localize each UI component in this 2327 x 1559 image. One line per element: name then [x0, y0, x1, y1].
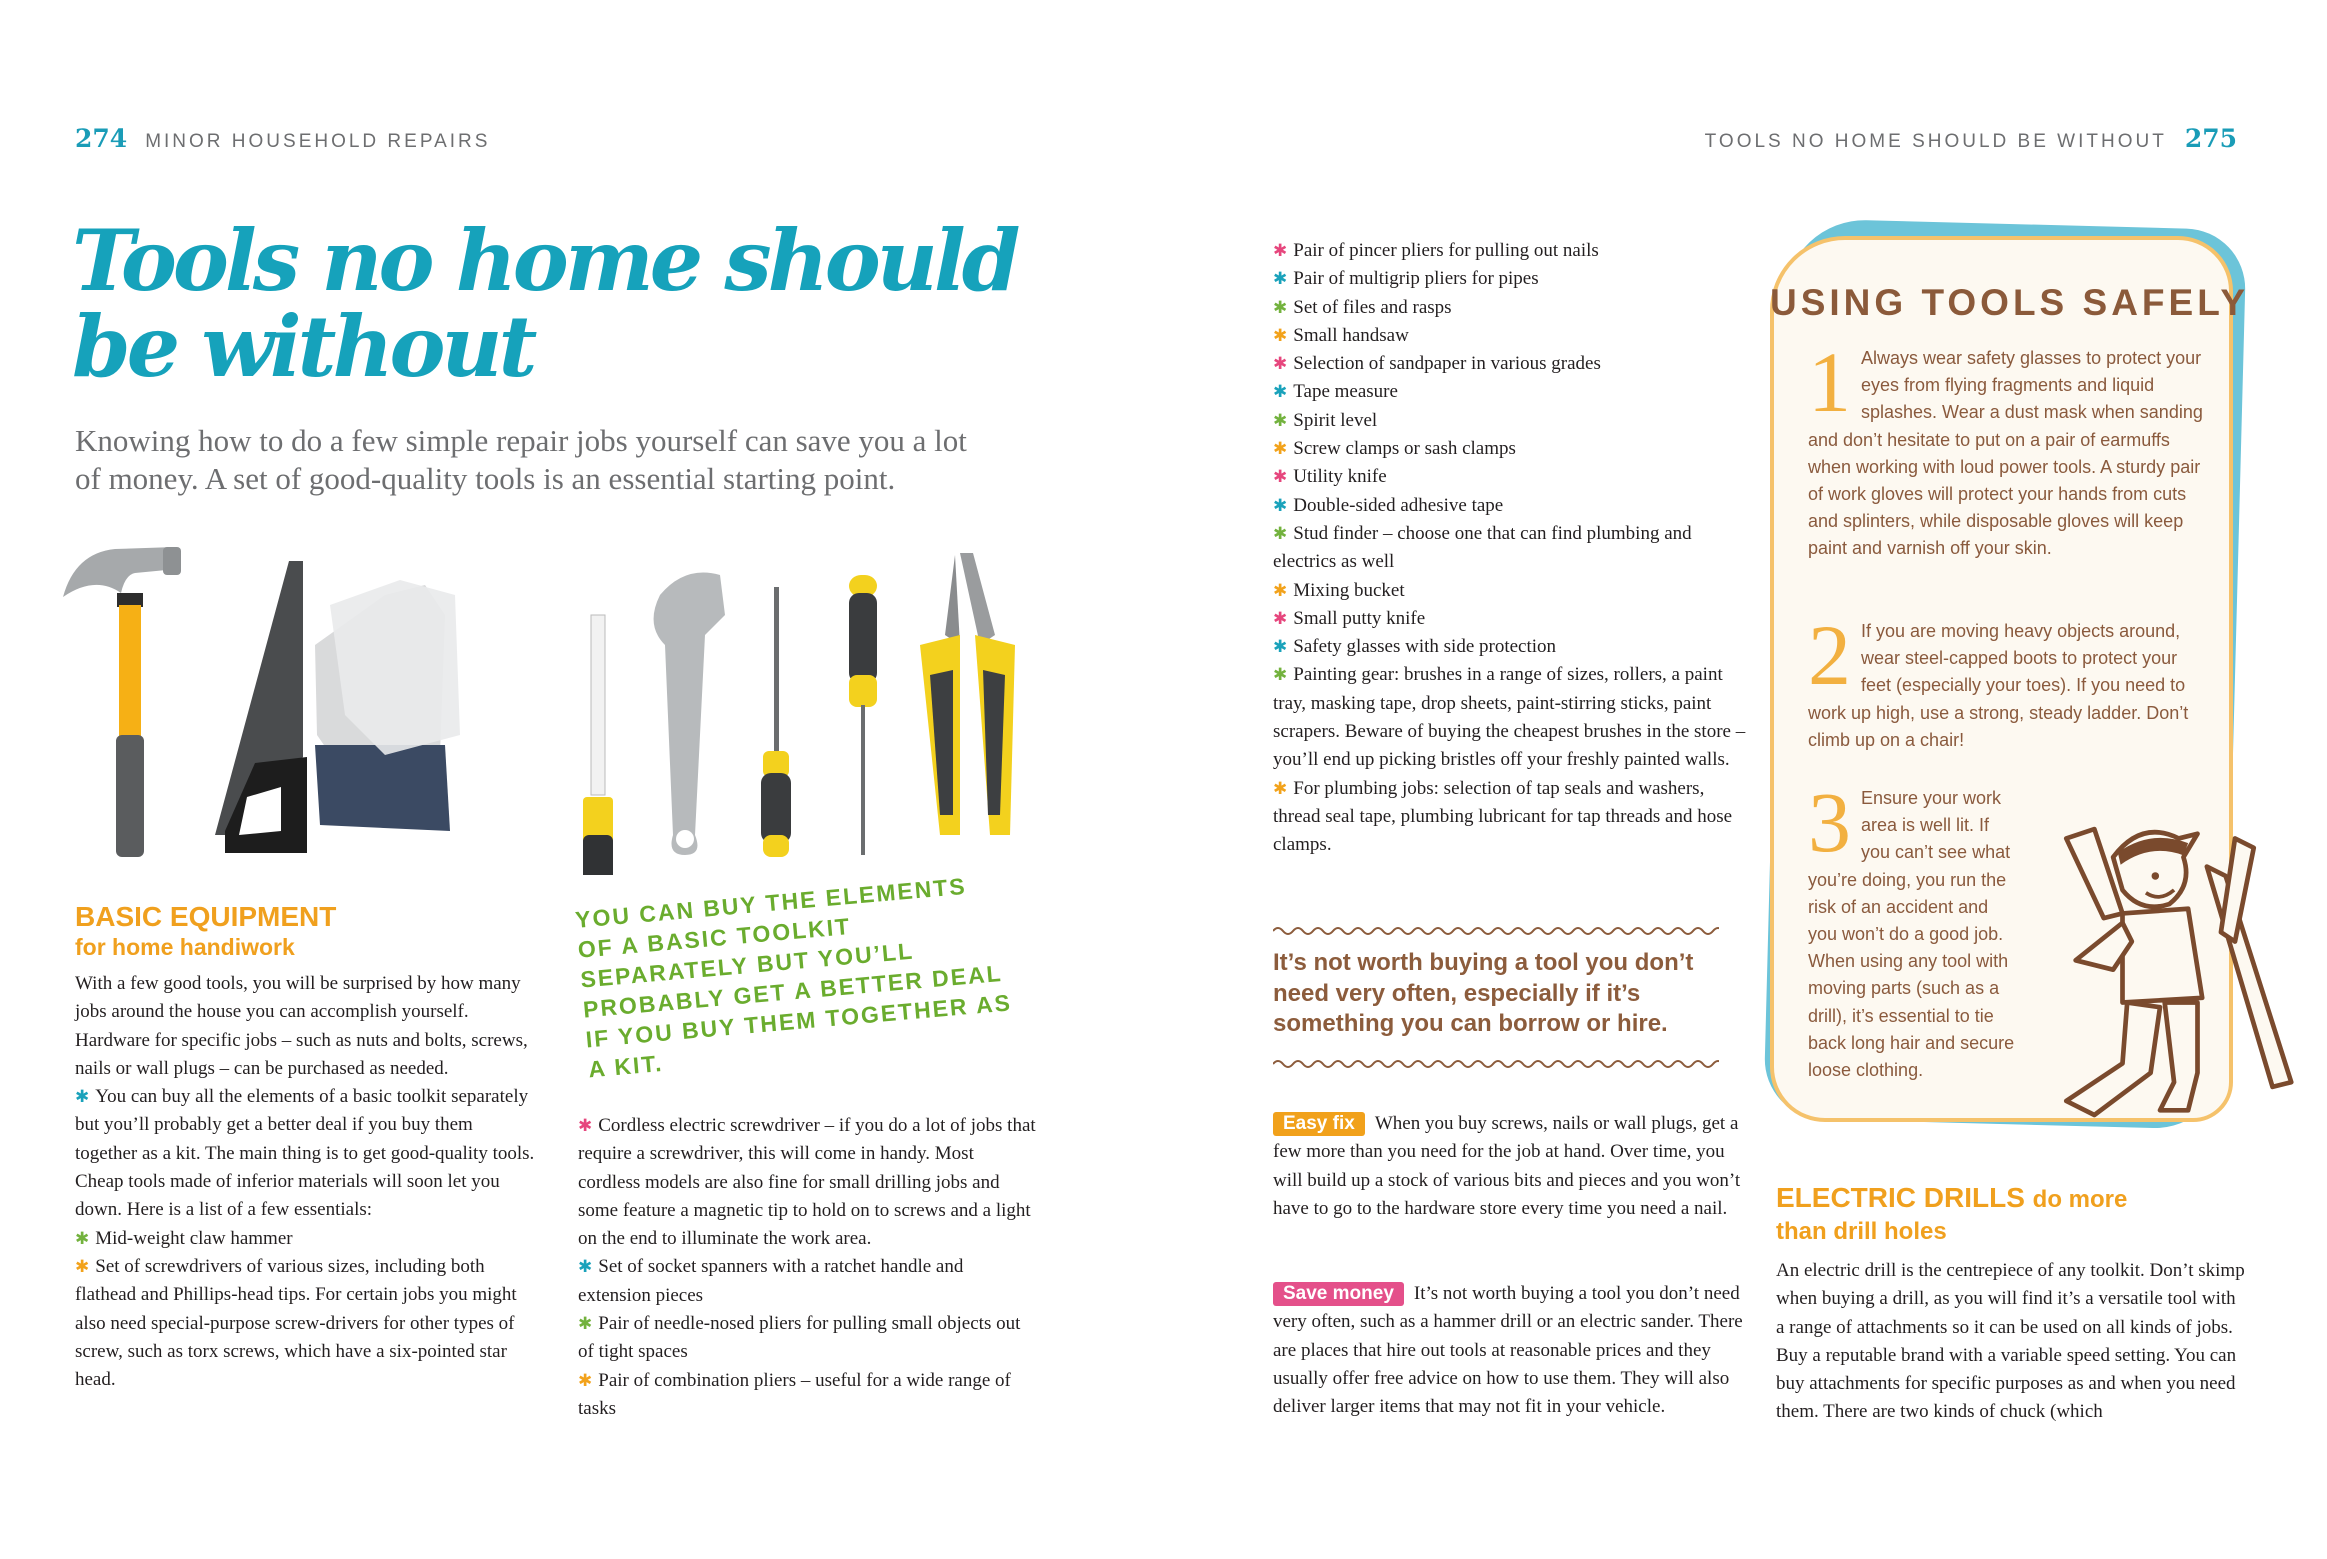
list-item	[1273, 775, 1748, 860]
running-header-left	[75, 124, 490, 153]
list-item-text: Safety glasses with side protection	[1293, 636, 1557, 658]
list-item	[1273, 492, 1748, 520]
wavy-divider-top	[1273, 924, 1719, 938]
asterisk-bullet-icon: ✱	[1273, 637, 1288, 658]
list-item	[1273, 435, 1748, 463]
list-item	[1273, 463, 1748, 491]
asterisk-bullet-icon: ✱	[1273, 241, 1288, 261]
list-item	[1273, 322, 1748, 350]
asterisk-bullet-icon: ✱	[578, 1314, 593, 1335]
intro-paragraph: Knowing how to do a few simple repair jobs yourself can save you a lot of money. A set of good-quality tools is an essential starting point.	[75, 423, 967, 496]
list-item	[1273, 577, 1748, 605]
tip-number: 2	[1808, 607, 1851, 703]
list-item-text: Pair of needle-nosed pliers for pulling small objects out of tight spaces	[578, 1313, 1021, 1363]
list-item	[578, 1253, 1038, 1310]
list-item-text: Set of screwdrivers of various sizes, including both flathead and Phillips-head tips. For certain jobs you might also need special-purpose screw-drivers for other types of screw, such as torx screws, which have a six-pointed star head.	[75, 1255, 517, 1391]
asterisk-bullet-icon: ✱	[1273, 269, 1288, 290]
list-item-text: Set of files and rasps	[1293, 296, 1452, 318]
asterisk-bullet-icon: ✱	[75, 1087, 90, 1108]
list-item	[1273, 520, 1748, 577]
safety-tip-1	[1808, 334, 2208, 563]
list-item-text: Pair of multigrip pliers for pipes	[1293, 268, 1539, 290]
pull-quote: It’s not worth buying a tool you don’t need very often, especially if it’s something you can borrow or hire.	[1273, 949, 1694, 1037]
list-item-text: Screw clamps or sash clamps	[1293, 438, 1516, 460]
basic-equipment-heading: BASIC EQUIPMENT	[75, 901, 337, 932]
easy-fix-badge: Easy fix	[1273, 1112, 1365, 1136]
save-money-tip	[1273, 1280, 1748, 1421]
list-item	[1273, 661, 1748, 774]
list-item-text: Pair of pincer pliers for pulling out nails	[1293, 240, 1599, 261]
list-item-text: Selection of sandpaper in various grades	[1293, 353, 1601, 375]
easy-fix-text: When you buy screws, nails or wall plugs, get a few more than you need for the job at hand. Over time, you will build up a stock of various bits and pieces and you won’t have to go to the hardware store every time you need a nail.	[1273, 1113, 1741, 1219]
basic-equipment-subheading: for home handiwork	[75, 934, 295, 960]
list-item-text: Stud finder – choose one that can find plumbing and electrics as well	[1273, 522, 1692, 573]
page-title	[72, 211, 1032, 396]
save-money-text: It’s not worth buying a tool you don’t need very often, such as a hammer drill or an electric sander. There are places that hire out tools at reasonable prices and they usually offer free advice on how to use them. They will also deliver larger items that may not fit in your vehicle.	[1273, 1283, 1743, 1418]
combination-pliers-image	[920, 553, 1015, 835]
list-item-text: Cordless electric screwdriver – if you do a lot of jobs that require a screwdriver, this will come in handy. Most cordless models are also fine for small drilling jobs and some feature a magnetic tip to hold on to screws and a light on the end to illuminate the work area.	[578, 1115, 1036, 1250]
list-item	[1273, 407, 1748, 435]
asterisk-bullet-icon: ✱	[1273, 580, 1288, 601]
phillips-screwdriver-image	[849, 575, 877, 855]
asterisk-bullet-icon: ✱	[1273, 467, 1288, 488]
list-item-text: Small handsaw	[1293, 324, 1409, 346]
basic-equipment-column-2	[578, 1112, 1038, 1423]
electric-drills-title: ELECTRIC DRILLS	[1776, 1182, 2025, 1213]
page-number-right: 275	[2184, 124, 2237, 153]
list-item	[1273, 633, 1748, 661]
list-item	[1273, 294, 1748, 322]
asterisk-bullet-icon: ✱	[1273, 665, 1288, 686]
adjustable-wrench-image	[654, 573, 725, 856]
page-number-left: 274	[75, 124, 128, 153]
save-money-badge: Save money	[1273, 1282, 1404, 1306]
list-item-text: Double-sided adhesive tape	[1293, 494, 1504, 516]
tip-number: 1	[1808, 334, 1851, 430]
page-title-line-2: be without	[72, 297, 534, 396]
work-gloves-image	[315, 580, 460, 831]
safety-tip-2	[1808, 607, 2208, 754]
list-item	[578, 1367, 1038, 1424]
list-item-text: Mid-weight claw hammer	[95, 1227, 293, 1249]
asterisk-bullet-icon: ✱	[578, 1370, 593, 1391]
section-title-left: MINOR HOUSEHOLD REPAIRS	[145, 131, 491, 152]
asterisk-bullet-icon: ✱	[1273, 523, 1288, 544]
asterisk-bullet-icon: ✱	[1273, 354, 1288, 375]
list-item	[1273, 378, 1748, 406]
tools-illustration	[55, 535, 1055, 875]
electric-drills-subtitle-line2: than drill holes	[1776, 1218, 1947, 1245]
easy-fix-tip	[1273, 1110, 1748, 1223]
asterisk-bullet-icon: ✱	[1273, 297, 1288, 318]
asterisk-bullet-icon: ✱	[1273, 325, 1288, 346]
asterisk-bullet-icon: ✱	[1273, 778, 1288, 799]
list-item-text: Tape measure	[1293, 381, 1398, 403]
tip-text: Always wear safety glasses to protect your eyes from flying fragments and liquid splashes. Wear a dust mask when sanding and don’t hesitate to put on a pair of earmuffs when working with loud power tools. A sturdy pair of work gloves will protect your hands from cuts and splinters, while disposable gloves will keep paint and varnish off your skin.	[1808, 348, 2203, 559]
list-item	[578, 1310, 1038, 1367]
tools-photo	[55, 535, 1055, 875]
list-item-text: Pair of combination pliers – useful for a wide range of tasks	[578, 1369, 1011, 1419]
asterisk-bullet-icon: ✱	[578, 1257, 593, 1278]
list-item	[1273, 605, 1748, 633]
page-title-line-1: Tools no home should	[72, 211, 1017, 310]
electric-drills-subtitle-inline: do more	[2032, 1186, 2128, 1213]
safety-tip-3	[1808, 774, 2018, 1084]
flathead-screwdriver-image	[761, 587, 791, 857]
tip-text: Ensure your work area is well lit. If you can’t see what you’re doing, you run the risk of an accident and you won’t do a good job. When using any tool with moving parts (such as a drill), it’s essential to tie back long hair and secure loose clothing.	[1808, 788, 2015, 1081]
asterisk-bullet-icon: ✱	[1273, 608, 1288, 629]
list-item-text: Small putty knife	[1293, 607, 1426, 629]
tip-number: 3	[1808, 774, 1851, 870]
electric-drills-paragraph: An electric drill is the centrepiece of any toolkit. Don’t skimp when buying a drill, as you will find it’s a versatile tool with a range of attachments so it can be used on all kinds of jobs. Buy a reputable brand with a variable speed setting. You can buy attachments for specific purposes as and when you need them. There are two kinds of chuck (which	[1776, 1260, 2245, 1423]
asterisk-bullet-icon: ✱	[1273, 410, 1288, 431]
basic-equipment-column-1	[75, 970, 535, 1394]
list-item	[1273, 265, 1748, 293]
list-item	[75, 1225, 535, 1253]
wavy-divider-bottom	[1273, 1057, 1719, 1071]
list-item	[1273, 237, 1748, 265]
list-item	[75, 1083, 535, 1224]
claw-hammer-image	[63, 547, 181, 857]
handyman-illustration	[2010, 800, 2310, 1130]
list-item-text: Set of socket spanners with a ratchet handle and extension pieces	[578, 1256, 964, 1306]
list-item	[75, 1253, 535, 1394]
section-title-right: TOOLS NO HOME SHOULD BE WITHOUT	[1704, 131, 2167, 152]
asterisk-bullet-icon: ✱	[1273, 382, 1288, 403]
asterisk-bullet-icon: ✱	[1273, 439, 1288, 460]
asterisk-bullet-icon: ✱	[578, 1116, 593, 1136]
running-header-right	[1705, 124, 2237, 153]
asterisk-bullet-icon: ✱	[75, 1256, 90, 1277]
list-item-text: Spirit level	[1293, 409, 1378, 431]
list-item	[578, 1112, 1038, 1253]
tape-measure-image	[583, 615, 613, 875]
basic-equipment-paragraph: With a few good tools, you will be surprised by how many jobs around the house you can accomplish yourself. Hardware for specific jobs – such as nuts and bolts, screws, nails or wall plugs – can be purchased as needed.	[75, 973, 528, 1079]
asterisk-bullet-icon: ✱	[75, 1228, 90, 1249]
list-item-text: You can buy all the elements of a basic toolkit separately but you’ll probably get a better deal if you buy them together as a kit. The main thing is to get good-quality tools. Cheap tools made of inferior materials will soon let you down. Here is a list of a few essentials:	[75, 1086, 535, 1221]
tool-list	[1273, 237, 1748, 860]
list-item-text: Mixing bucket	[1293, 579, 1405, 601]
safety-box-title: USING TOOLS SAFELY	[1770, 282, 2250, 323]
tip-text: If you are moving heavy objects around, wear steel-capped boots to protect your feet (especially your toes). If you need to work up high, use a strong, steady ladder. Don’t climb up on a chair!	[1808, 621, 2189, 750]
green-pull-quote: YOU CAN BUY THE ELEMENTS OF A BASIC TOOLKIT SEPARATELY BUT YOU’LL PROBABLY GET A BETTER DEAL IF YOU BUY THEM TOGETHER AS A KIT.	[574, 872, 1013, 1083]
list-item-text: Painting gear: brushes in a range of sizes, rollers, a paint tray, masking tape, drop sheets, paint-stirring sticks, paint scrapers. Beware of buying the cheapest brushes in the store – you’ll end up picking bristles off your freshly painted walls.	[1273, 664, 1746, 771]
handsaw-image	[215, 561, 307, 853]
list-item-text: Utility knife	[1293, 466, 1387, 488]
asterisk-bullet-icon: ✱	[1273, 495, 1288, 516]
list-item	[1273, 350, 1748, 378]
electric-drills-heading	[1776, 1183, 2246, 1247]
list-item-text: For plumbing jobs: selection of tap seals and washers, thread seal tape, plumbing lubricant for tap threads and hose clamps.	[1273, 777, 1733, 856]
